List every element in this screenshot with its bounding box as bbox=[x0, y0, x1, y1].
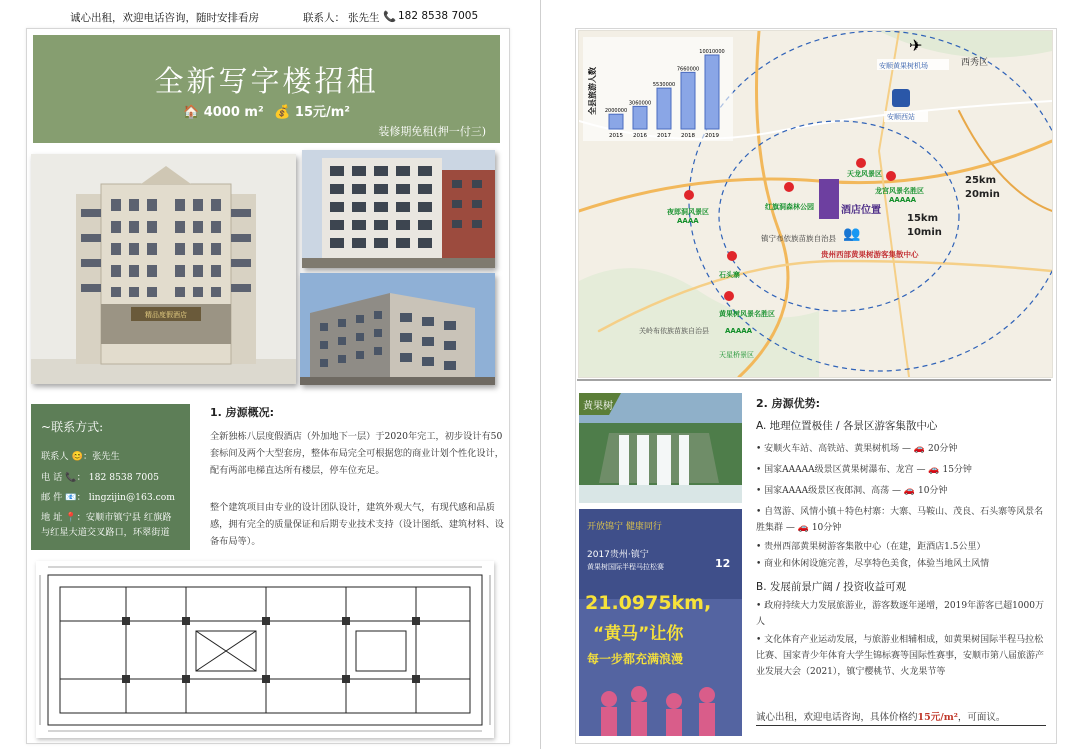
title-banner bbox=[33, 35, 500, 143]
guanling-label: 关岭布依族苗族自治县 bbox=[639, 327, 709, 335]
bar-value-label: 10010000 bbox=[699, 49, 725, 55]
house-icon: 🏠 bbox=[182, 105, 200, 120]
spot-yelang: 夜郎洞风景区 bbox=[667, 208, 709, 216]
right-separator bbox=[577, 379, 1051, 381]
building-photo-front bbox=[302, 150, 495, 268]
person-icon: 😊 bbox=[71, 451, 83, 462]
car-icon: 🚗 bbox=[794, 523, 812, 533]
contact-email-row: 邮 件 📧： lingzijin@163.com bbox=[41, 492, 175, 503]
spot-longgong: 龙宫风景名胜区 bbox=[875, 187, 924, 195]
bullet-item-a: • 安顺火车站、高铁站、黄果树机场 — 🚗 20分钟 bbox=[756, 444, 958, 454]
bar bbox=[705, 55, 719, 129]
bullet-item-b: • 文化体育产业运动发展，与旅游业相辅相成，如黄果树国际半程马拉松比赛、国家青少年体育大学生锦标赛等国际性赛事，安顺市第八届旅游产业发展大会（2021），镇宁樱桃节、火龙果节等 bbox=[756, 635, 1045, 677]
airport-label: 安顺黄果树机场 bbox=[879, 62, 928, 70]
bar-value-label: 3060000 bbox=[628, 100, 652, 107]
mail-icon: 📧 bbox=[65, 492, 77, 503]
top-slogan: 诚心出租，欢迎电话咨询，随时安排看房 bbox=[70, 12, 259, 24]
phone-icon: 📞 bbox=[383, 11, 397, 23]
bar bbox=[681, 72, 695, 129]
hotel-sign: 精品度假酒店 bbox=[145, 311, 187, 319]
section2-subA: A. 地理位置极佳 / 各景区游客集散中心 bbox=[756, 420, 938, 432]
section2-title: 2. 房源优势: bbox=[756, 397, 821, 410]
center-label: 贵州西部黄果树游客集散中心 bbox=[821, 250, 919, 259]
spot-yelang-rank: AAAA bbox=[677, 217, 699, 225]
hotel-building-icon bbox=[819, 179, 839, 219]
floor-plan-drawing bbox=[36, 561, 494, 738]
bar bbox=[609, 114, 623, 129]
bar-category-label: 2016 bbox=[633, 133, 647, 139]
contact-address-row: 地 址 📍：安顺市镇宁县 红旗路 bbox=[41, 512, 172, 523]
section1-para2: 整个建筑项目由专业的设计团队设计，建筑外观大气，有现代感和品质感，拥有完全的质量保证和后期专业技术支持（设计图纸、建筑材料、设备布局等）。 bbox=[210, 502, 504, 547]
banner-title: 全新写字楼招租 bbox=[154, 64, 379, 98]
ring-inner-km: 15km bbox=[907, 213, 938, 224]
section1-para1: 全新独栋八层度假酒店（外加地下一层）于2020年完工，初步设计有50套标间及两个大型套房，整体布局完全可根据您的商业计划个性化设计，配有两部电梯直达所有楼层，停车位充足。 bbox=[210, 431, 504, 476]
bar bbox=[633, 106, 647, 129]
phone-icon: 📞 bbox=[65, 472, 77, 483]
station-label: 安顺西站 bbox=[887, 113, 915, 121]
bar-value-label: 5530000 bbox=[652, 82, 676, 89]
bar-value-label: 2000000 bbox=[604, 108, 628, 115]
falls-label: 黄果树 bbox=[583, 401, 613, 412]
footnote: 诚心出租，欢迎电话咨询，具体价格约15元/m²，可面议。 bbox=[756, 709, 1046, 726]
bullet-item-a: • 自驾游、风情小镇＋特色村寨：大寨、马鞍山、茂良、石头寨等风景名胜集群 — 🚗 10分钟 bbox=[756, 507, 1044, 533]
car-icon: 🚗 bbox=[925, 465, 943, 475]
chart-ylabel: 全县旅游人数 bbox=[588, 67, 597, 115]
people-icon: 👥 bbox=[843, 226, 861, 242]
spot-longgong-rank: AAAAA bbox=[889, 196, 917, 204]
poster-slogan1: “黄马”让你 bbox=[593, 624, 684, 644]
hotel-label: 酒店位置 bbox=[841, 205, 881, 216]
money-bag-icon: 💰 bbox=[274, 105, 291, 120]
poster-line2: 2017贵州·镇宁 bbox=[587, 550, 649, 560]
banner-rent-free: 装修期免租(押一付三) bbox=[378, 125, 486, 138]
contact-address-line2: 与红星大道交叉路口，环翠街道 bbox=[41, 527, 170, 538]
location-pin-icon bbox=[784, 182, 794, 192]
section2-subB: B. 发展前景广阔 / 投资收益可观 bbox=[756, 581, 907, 593]
car-icon: 🚗 bbox=[901, 486, 918, 496]
spot-hongqi: 红旗洞森林公园 bbox=[765, 203, 814, 211]
spot-huangguoshu: 黄果树风景名胜区 bbox=[719, 310, 775, 318]
ring-inner-min: 10min bbox=[907, 227, 942, 238]
bullet-item-a: • 贵州西部黄果树游客集散中心（在建，距酒店1.5公里） bbox=[756, 542, 986, 552]
poster-distance: 21.0975km, bbox=[585, 592, 712, 614]
location-pin-icon: 📍 bbox=[65, 512, 77, 523]
banner-area: 4000 m² bbox=[203, 105, 264, 120]
bar-category-label: 2018 bbox=[681, 133, 695, 139]
contact-title: ~联系方式: bbox=[41, 420, 104, 434]
contact-person-row: 联系人 😊：张先生 bbox=[41, 451, 120, 462]
spot-tianlong: 天龙风景区 bbox=[847, 170, 882, 178]
poster-slogan2: 每一步都充满浪漫 bbox=[587, 652, 684, 666]
contact-box bbox=[31, 404, 190, 550]
bar-category-label: 2019 bbox=[705, 133, 719, 139]
ring-outer-km: 25km bbox=[965, 175, 996, 186]
bullet-item-a: • 国家AAAA级景区夜郎洞、高荡 — 🚗 10分钟 bbox=[756, 486, 948, 496]
location-map bbox=[578, 30, 1053, 378]
airplane-icon: ✈ bbox=[909, 36, 923, 55]
ring-outer-min: 20min bbox=[965, 189, 1000, 200]
spot-tianxing: 天星桥景区 bbox=[719, 351, 754, 359]
location-pin-icon bbox=[856, 158, 866, 168]
footnote-price: 15元/m² bbox=[917, 712, 958, 723]
location-pin-icon bbox=[724, 291, 734, 301]
banner-price: 15元/m² bbox=[294, 105, 350, 120]
train-icon bbox=[892, 89, 910, 107]
banner-spec bbox=[33, 101, 500, 120]
location-pin-icon bbox=[727, 251, 737, 261]
spot-shitou: 石头寨 bbox=[719, 271, 740, 279]
poster-line3: 黄果树国际半程马拉松赛 bbox=[587, 563, 664, 571]
top-phone: 182 8538 7005 bbox=[398, 10, 479, 22]
bar-category-label: 2017 bbox=[657, 133, 671, 139]
bullet-item-a: • 国家AAAAA级景区黄果树瀑布、龙宫 — 🚗 15分钟 bbox=[756, 465, 972, 475]
bar-category-label: 2015 bbox=[609, 133, 623, 139]
marathon-poster bbox=[579, 509, 742, 736]
top-contact-name: 张先生 bbox=[348, 12, 380, 24]
contact-phone-row: 电 话 📞： 182 8538 7005 bbox=[41, 472, 159, 483]
section1-title: 1. 房源概况: bbox=[210, 406, 275, 419]
top-contact-strip bbox=[30, 10, 510, 26]
location-pin-icon bbox=[886, 171, 896, 181]
poster-line1: 开放锦宁 健康同行 bbox=[587, 522, 662, 532]
car-icon: 🚗 bbox=[911, 444, 928, 454]
building-rendering-photo bbox=[31, 154, 296, 384]
bullet-item-b: • 政府持续大力发展旅游业，游客数逐年递增，2019年游客已超1000万人 bbox=[756, 601, 1044, 627]
bar-value-label: 7660000 bbox=[676, 66, 700, 73]
waterfall-photo bbox=[579, 393, 742, 503]
poster-number: 12 bbox=[715, 557, 731, 570]
location-pin-icon bbox=[684, 190, 694, 200]
county-label: 镇宁布依族苗族自治县 bbox=[761, 234, 836, 243]
xixiu-label: 西秀区 bbox=[961, 58, 989, 68]
bullet-item-a: • 商业和休闲设施完善，尽享特色美食，体验当地风土风情 bbox=[756, 559, 990, 569]
building-photo-angle bbox=[300, 273, 495, 385]
spot-huangguoshu-rank: AAAAA bbox=[725, 327, 753, 335]
bar bbox=[657, 88, 671, 129]
top-contact-label: 联系人： bbox=[303, 12, 345, 24]
